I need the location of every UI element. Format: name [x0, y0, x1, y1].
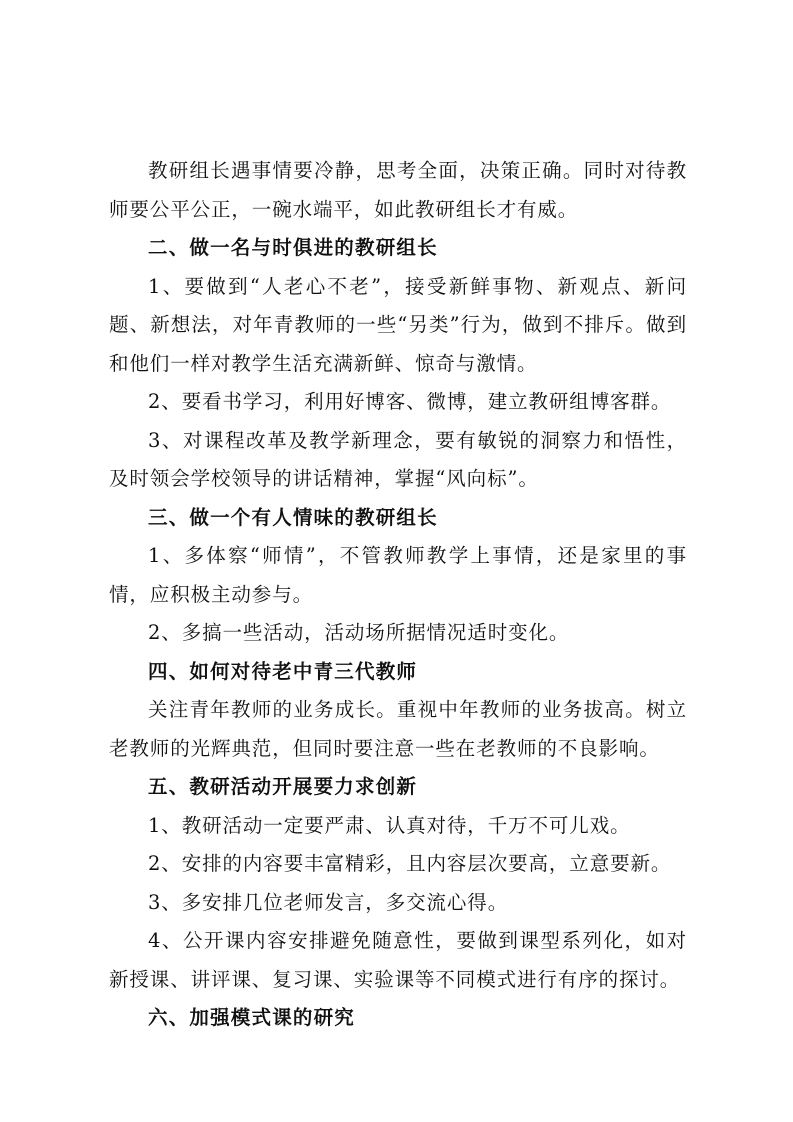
document-body [109, 152, 687, 1038]
paragraph: 1、要做到“人老心不老”，接受新鲜事物、新观点、新问题、新想法，对年青教师的一些“另类”行为，做到不排斥。做到和他们一样对教学生活充满新鲜、惊奇与激情。 [109, 274, 687, 375]
section-heading: 三、做一个有人情味的教研组长 [148, 505, 438, 529]
section-heading: 二、做一名与时俱进的教研组长 [148, 236, 438, 259]
paragraph: 4、公开课内容安排避免随意性，要做到课型系列化，如对新授课、讲评课、复习课、实验课等不同模式进行有序的探讨。 [109, 929, 687, 991]
paragraph: 教研组长遇事情要冷静，思考全面，决策正确。同时对待教师要公平公正，一碗水端平，如此教研组长才有威。 [109, 159, 687, 221]
paragraph: 1、教研活动一定要严肃、认真对待，千万不可儿戏。 [148, 813, 631, 837]
paragraph: 2、多搞一些活动，活动场所据情况适时变化。 [148, 621, 570, 644]
section-heading: 五、教研活动开展要力求创新 [148, 775, 418, 798]
paragraph: 2、要看书学习，利用好博客、微博，建立教研组博客群。 [148, 390, 672, 413]
paragraph: 3、多安排几位老师发言，多交流心得。 [148, 890, 509, 914]
paragraph: 3、对课程改革及教学新理念，要有敏锐的洞察力和悟性，及时领会学校领导的讲话精神，掌握“风向标”。 [109, 428, 687, 490]
section-heading: 四、如何对待老中青三代教师 [148, 659, 418, 683]
paragraph: 2、安排的内容要丰富精彩，且内容层次要高，立意要新。 [148, 852, 672, 875]
paragraph: 1、多体察“师情”，不管教师教学上事情，还是家里的事情，应积极主动参与。 [109, 544, 687, 606]
section-heading: 六、加强模式课的研究 [148, 1006, 356, 1029]
paragraph: 关注青年教师的业务成长。重视中年教师的业务拔高。树立老教师的光辉典范，但同时要注意一些在老教师的不良影响。 [109, 698, 687, 760]
